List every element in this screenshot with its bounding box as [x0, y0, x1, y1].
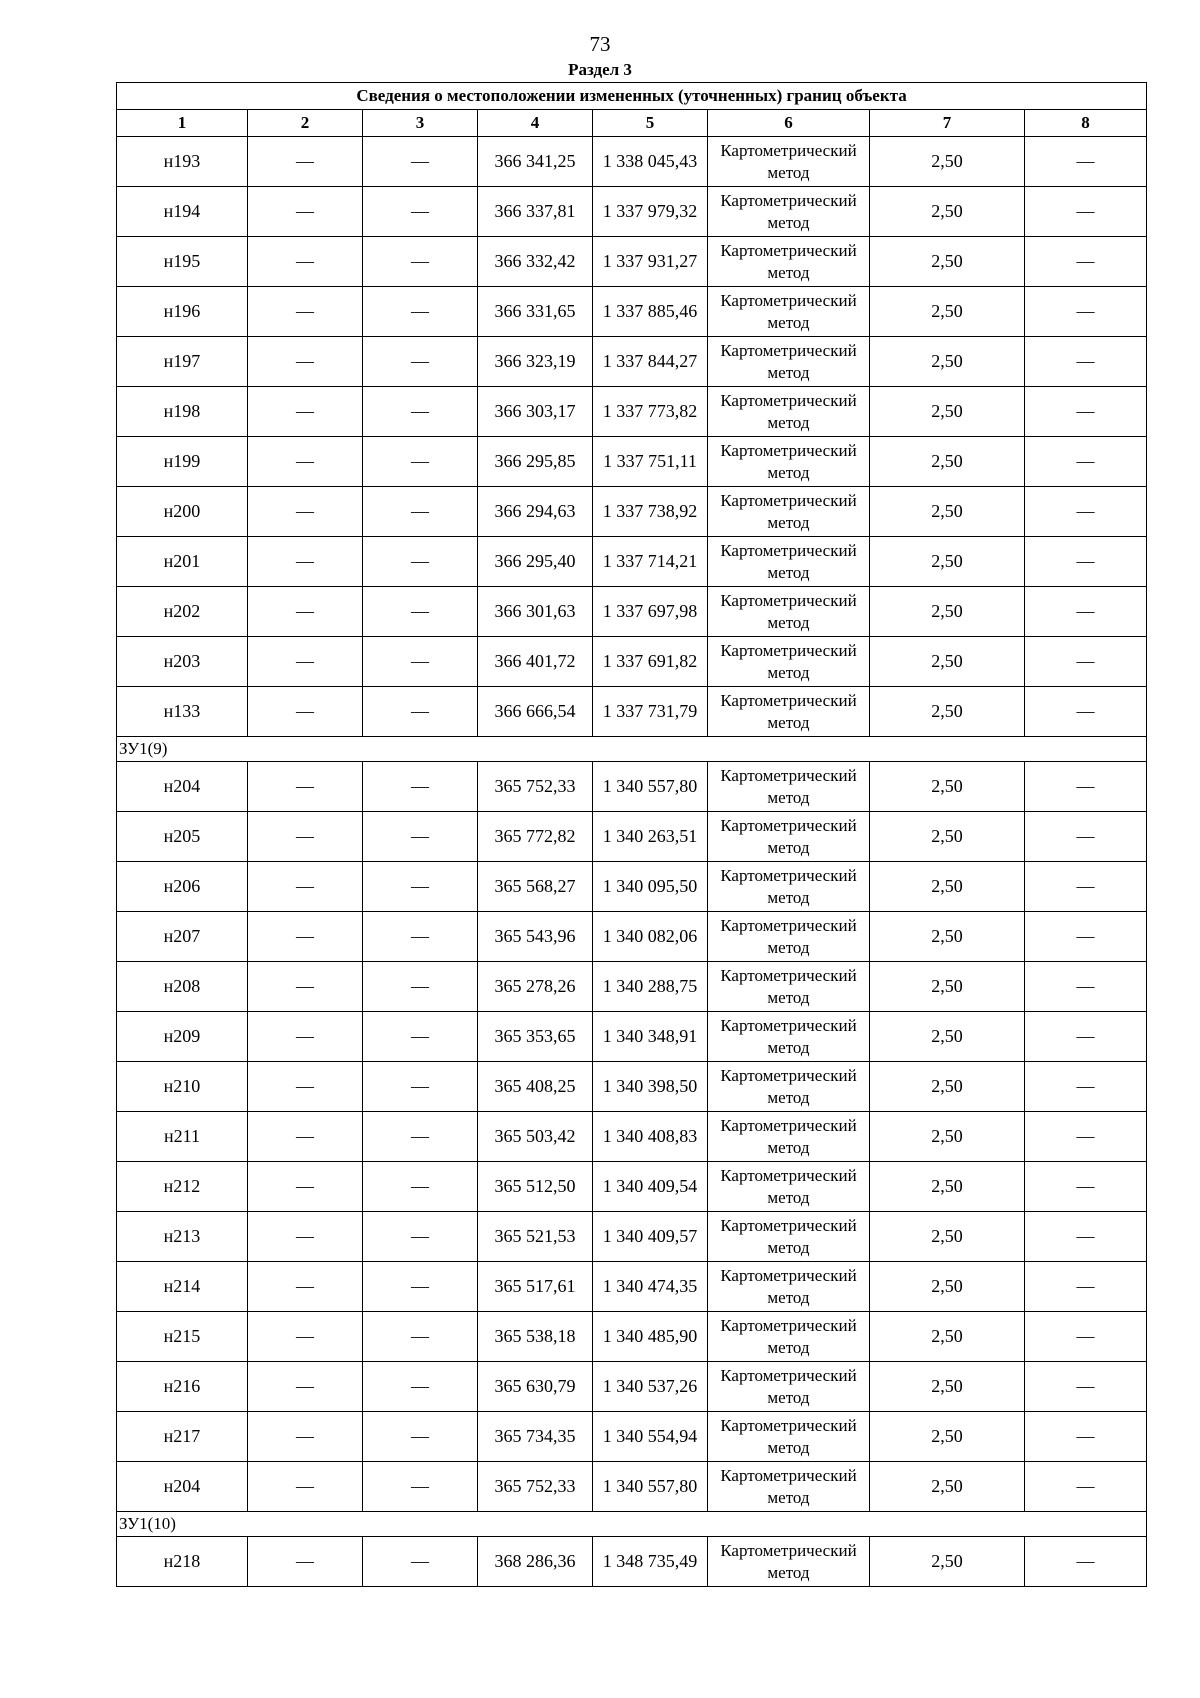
method-cell: Картометрический метод: [708, 137, 870, 187]
point-number-cell: н199: [117, 437, 248, 487]
column-3-cell: —: [363, 237, 478, 287]
y-coordinate-cell: 1 348 735,49: [593, 1537, 708, 1587]
point-number-cell: н213: [117, 1212, 248, 1262]
column-3-cell: —: [363, 487, 478, 537]
column-number-3: 3: [363, 110, 478, 137]
accuracy-cell: 2,50: [870, 487, 1025, 537]
method-cell: Картометрический метод: [708, 187, 870, 237]
accuracy-cell: 2,50: [870, 687, 1025, 737]
column-3-cell: —: [363, 187, 478, 237]
x-coordinate-cell: 365 512,50: [478, 1162, 593, 1212]
accuracy-cell: 2,50: [870, 912, 1025, 962]
column-3-cell: —: [363, 337, 478, 387]
point-number-cell: н206: [117, 862, 248, 912]
column-8-cell: —: [1025, 387, 1147, 437]
x-coordinate-cell: 366 341,25: [478, 137, 593, 187]
method-cell: Картометрический метод: [708, 862, 870, 912]
x-coordinate-cell: 365 538,18: [478, 1312, 593, 1362]
point-number-cell: н133: [117, 687, 248, 737]
column-3-cell: —: [363, 587, 478, 637]
column-3-cell: —: [363, 862, 478, 912]
column-3-cell: —: [363, 1312, 478, 1362]
accuracy-cell: 2,50: [870, 187, 1025, 237]
table-row: [117, 1262, 1147, 1312]
column-2-cell: —: [248, 137, 363, 187]
column-8-cell: —: [1025, 487, 1147, 537]
section-title: Раздел 3: [568, 60, 632, 79]
x-coordinate-cell: 366 332,42: [478, 237, 593, 287]
column-2-cell: —: [248, 1262, 363, 1312]
accuracy-cell: 2,50: [870, 812, 1025, 862]
column-3-cell: —: [363, 912, 478, 962]
column-3-cell: —: [363, 1537, 478, 1587]
accuracy-cell: 2,50: [870, 287, 1025, 337]
accuracy-cell: 2,50: [870, 437, 1025, 487]
column-8-cell: —: [1025, 912, 1147, 962]
point-number-cell: н200: [117, 487, 248, 537]
accuracy-cell: 2,50: [870, 1062, 1025, 1112]
column-number-1: 1: [117, 110, 248, 137]
point-number-cell: н218: [117, 1537, 248, 1587]
column-number-5: 5: [593, 110, 708, 137]
accuracy-cell: 2,50: [870, 537, 1025, 587]
accuracy-cell: 2,50: [870, 1412, 1025, 1462]
column-8-cell: —: [1025, 1012, 1147, 1062]
column-8-cell: —: [1025, 762, 1147, 812]
point-number-cell: н193: [117, 137, 248, 187]
y-coordinate-cell: 1 338 045,43: [593, 137, 708, 187]
column-8-cell: —: [1025, 237, 1147, 287]
y-coordinate-cell: 1 337 931,27: [593, 237, 708, 287]
column-8-cell: —: [1025, 862, 1147, 912]
accuracy-cell: 2,50: [870, 1012, 1025, 1062]
table-row: [117, 637, 1147, 687]
accuracy-cell: 2,50: [870, 337, 1025, 387]
table-row: [117, 1312, 1147, 1362]
y-coordinate-cell: 1 340 554,94: [593, 1412, 708, 1462]
column-2-cell: —: [248, 1362, 363, 1412]
method-cell: Картометрический метод: [708, 587, 870, 637]
y-coordinate-cell: 1 340 348,91: [593, 1012, 708, 1062]
column-2-cell: —: [248, 912, 363, 962]
column-3-cell: —: [363, 637, 478, 687]
table-row: [117, 1162, 1147, 1212]
table-row: [117, 862, 1147, 912]
column-2-cell: —: [248, 1312, 363, 1362]
column-2-cell: —: [248, 1462, 363, 1512]
x-coordinate-cell: 368 286,36: [478, 1537, 593, 1587]
column-number-8: 8: [1025, 110, 1147, 137]
point-number-cell: н217: [117, 1412, 248, 1462]
column-3-cell: —: [363, 1462, 478, 1512]
table-row: [117, 137, 1147, 187]
accuracy-cell: 2,50: [870, 1262, 1025, 1312]
column-8-cell: —: [1025, 337, 1147, 387]
y-coordinate-cell: 1 337 844,27: [593, 337, 708, 387]
accuracy-cell: 2,50: [870, 1462, 1025, 1512]
y-coordinate-cell: 1 337 714,21: [593, 537, 708, 587]
column-8-cell: —: [1025, 962, 1147, 1012]
x-coordinate-cell: 366 323,19: [478, 337, 593, 387]
column-number-2: 2: [248, 110, 363, 137]
method-cell: Картометрический метод: [708, 762, 870, 812]
table-row: [117, 812, 1147, 862]
table-row: [117, 1012, 1147, 1062]
column-2-cell: —: [248, 387, 363, 437]
point-number-cell: н212: [117, 1162, 248, 1212]
column-8-cell: —: [1025, 1212, 1147, 1262]
column-8-cell: —: [1025, 1062, 1147, 1112]
column-3-cell: —: [363, 1162, 478, 1212]
column-3-cell: —: [363, 962, 478, 1012]
accuracy-cell: 2,50: [870, 1212, 1025, 1262]
accuracy-cell: 2,50: [870, 1362, 1025, 1412]
column-3-cell: —: [363, 1412, 478, 1462]
column-2-cell: —: [248, 337, 363, 387]
accuracy-cell: 2,50: [870, 862, 1025, 912]
accuracy-cell: 2,50: [870, 637, 1025, 687]
y-coordinate-cell: 1 340 409,54: [593, 1162, 708, 1212]
column-8-cell: —: [1025, 1312, 1147, 1362]
y-coordinate-cell: 1 340 557,80: [593, 762, 708, 812]
column-3-cell: —: [363, 687, 478, 737]
column-2-cell: —: [248, 1162, 363, 1212]
column-2-cell: —: [248, 1112, 363, 1162]
x-coordinate-cell: 366 331,65: [478, 287, 593, 337]
page-number: 73: [589, 32, 611, 56]
column-3-cell: —: [363, 762, 478, 812]
table-row: [117, 962, 1147, 1012]
column-3-cell: —: [363, 437, 478, 487]
x-coordinate-cell: 365 752,33: [478, 762, 593, 812]
method-cell: Картометрический метод: [708, 337, 870, 387]
x-coordinate-cell: 365 408,25: [478, 1062, 593, 1112]
column-2-cell: —: [248, 537, 363, 587]
column-8-cell: —: [1025, 1262, 1147, 1312]
column-2-cell: —: [248, 1062, 363, 1112]
column-8-cell: —: [1025, 437, 1147, 487]
column-8-cell: —: [1025, 1162, 1147, 1212]
method-cell: Картометрический метод: [708, 1362, 870, 1412]
accuracy-cell: 2,50: [870, 1312, 1025, 1362]
y-coordinate-cell: 1 340 095,50: [593, 862, 708, 912]
point-number-cell: н204: [117, 1462, 248, 1512]
column-8-cell: —: [1025, 812, 1147, 862]
method-cell: Картометрический метод: [708, 1262, 870, 1312]
x-coordinate-cell: 366 401,72: [478, 637, 593, 687]
method-cell: Картометрический метод: [708, 637, 870, 687]
column-3-cell: —: [363, 287, 478, 337]
accuracy-cell: 2,50: [870, 1112, 1025, 1162]
x-coordinate-cell: 366 294,63: [478, 487, 593, 537]
column-2-cell: —: [248, 637, 363, 687]
method-cell: Картометрический метод: [708, 912, 870, 962]
column-8-cell: —: [1025, 1412, 1147, 1462]
table-row: [117, 337, 1147, 387]
accuracy-cell: 2,50: [870, 762, 1025, 812]
table-row: [117, 1212, 1147, 1262]
method-cell: Картометрический метод: [708, 1212, 870, 1262]
point-number-cell: н216: [117, 1362, 248, 1412]
point-number-cell: н205: [117, 812, 248, 862]
method-cell: Картометрический метод: [708, 1537, 870, 1587]
y-coordinate-cell: 1 337 979,32: [593, 187, 708, 237]
point-number-cell: н215: [117, 1312, 248, 1362]
x-coordinate-cell: 366 666,54: [478, 687, 593, 737]
point-number-cell: н210: [117, 1062, 248, 1112]
column-2-cell: —: [248, 687, 363, 737]
table-row: [117, 587, 1147, 637]
column-3-cell: —: [363, 1012, 478, 1062]
y-coordinate-cell: 1 337 751,11: [593, 437, 708, 487]
land-plot-group-label: ЗУ1(10): [117, 1512, 1147, 1537]
column-8-cell: —: [1025, 637, 1147, 687]
y-coordinate-cell: 1 337 738,92: [593, 487, 708, 537]
table-row: [117, 687, 1147, 737]
y-coordinate-cell: 1 340 263,51: [593, 812, 708, 862]
column-3-cell: —: [363, 387, 478, 437]
land-plot-group-label: ЗУ1(9): [117, 737, 1147, 762]
table-row: [117, 1112, 1147, 1162]
column-2-cell: —: [248, 287, 363, 337]
table-row: [117, 762, 1147, 812]
column-number-7: 7: [870, 110, 1025, 137]
x-coordinate-cell: 366 295,85: [478, 437, 593, 487]
x-coordinate-cell: 365 353,65: [478, 1012, 593, 1062]
x-coordinate-cell: 365 752,33: [478, 1462, 593, 1512]
table-row: [117, 437, 1147, 487]
table-body: [117, 137, 1147, 1587]
method-cell: Картометрический метод: [708, 537, 870, 587]
y-coordinate-cell: 1 340 408,83: [593, 1112, 708, 1162]
method-cell: Картометрический метод: [708, 1062, 870, 1112]
x-coordinate-cell: 366 301,63: [478, 587, 593, 637]
column-8-cell: —: [1025, 1462, 1147, 1512]
column-2-cell: —: [248, 437, 363, 487]
accuracy-cell: 2,50: [870, 387, 1025, 437]
y-coordinate-cell: 1 337 691,82: [593, 637, 708, 687]
x-coordinate-cell: 366 295,40: [478, 537, 593, 587]
accuracy-cell: 2,50: [870, 587, 1025, 637]
y-coordinate-cell: 1 340 082,06: [593, 912, 708, 962]
x-coordinate-cell: 365 517,61: [478, 1262, 593, 1312]
land-plot-group-row: [117, 1512, 1147, 1537]
column-number-6: 6: [708, 110, 870, 137]
y-coordinate-cell: 1 337 697,98: [593, 587, 708, 637]
method-cell: Картометрический метод: [708, 1012, 870, 1062]
y-coordinate-cell: 1 337 773,82: [593, 387, 708, 437]
accuracy-cell: 2,50: [870, 137, 1025, 187]
column-3-cell: —: [363, 1062, 478, 1112]
column-number-row: [117, 110, 1147, 137]
column-2-cell: —: [248, 1012, 363, 1062]
y-coordinate-cell: 1 340 398,50: [593, 1062, 708, 1112]
y-coordinate-cell: 1 340 288,75: [593, 962, 708, 1012]
point-number-cell: н209: [117, 1012, 248, 1062]
column-8-cell: —: [1025, 187, 1147, 237]
accuracy-cell: 2,50: [870, 1537, 1025, 1587]
column-2-cell: —: [248, 587, 363, 637]
accuracy-cell: 2,50: [870, 237, 1025, 287]
y-coordinate-cell: 1 340 485,90: [593, 1312, 708, 1362]
point-number-cell: н197: [117, 337, 248, 387]
x-coordinate-cell: 365 568,27: [478, 862, 593, 912]
table-caption: Сведения о местоположении измененных (уточненных) границ объекта: [117, 83, 1147, 110]
table-row: [117, 1362, 1147, 1412]
column-8-cell: —: [1025, 287, 1147, 337]
table-row: [117, 287, 1147, 337]
method-cell: Картометрический метод: [708, 487, 870, 537]
column-2-cell: —: [248, 187, 363, 237]
column-2-cell: —: [248, 1412, 363, 1462]
y-coordinate-cell: 1 340 474,35: [593, 1262, 708, 1312]
y-coordinate-cell: 1 340 409,57: [593, 1212, 708, 1262]
column-8-cell: —: [1025, 687, 1147, 737]
column-2-cell: —: [248, 762, 363, 812]
column-3-cell: —: [363, 1212, 478, 1262]
method-cell: Картометрический метод: [708, 812, 870, 862]
method-cell: Картометрический метод: [708, 687, 870, 737]
table-row: [117, 1537, 1147, 1587]
point-number-cell: н204: [117, 762, 248, 812]
point-number-cell: н195: [117, 237, 248, 287]
x-coordinate-cell: 365 278,26: [478, 962, 593, 1012]
method-cell: Картометрический метод: [708, 387, 870, 437]
point-number-cell: н214: [117, 1262, 248, 1312]
column-2-cell: —: [248, 1212, 363, 1262]
table-row: [117, 387, 1147, 437]
column-number-4: 4: [478, 110, 593, 137]
point-number-cell: н202: [117, 587, 248, 637]
column-3-cell: —: [363, 1112, 478, 1162]
table-row: [117, 187, 1147, 237]
column-3-cell: —: [363, 537, 478, 587]
method-cell: Картометрический метод: [708, 1412, 870, 1462]
column-8-cell: —: [1025, 137, 1147, 187]
table-row: [117, 537, 1147, 587]
table-row: [117, 237, 1147, 287]
method-cell: Картометрический метод: [708, 1312, 870, 1362]
x-coordinate-cell: 365 772,82: [478, 812, 593, 862]
y-coordinate-cell: 1 337 885,46: [593, 287, 708, 337]
point-number-cell: н203: [117, 637, 248, 687]
method-cell: Картометрический метод: [708, 1112, 870, 1162]
y-coordinate-cell: 1 340 537,26: [593, 1362, 708, 1412]
column-2-cell: —: [248, 487, 363, 537]
x-coordinate-cell: 365 503,42: [478, 1112, 593, 1162]
land-plot-group-row: [117, 737, 1147, 762]
x-coordinate-cell: 365 543,96: [478, 912, 593, 962]
point-number-cell: н196: [117, 287, 248, 337]
y-coordinate-cell: 1 340 557,80: [593, 1462, 708, 1512]
column-3-cell: —: [363, 1362, 478, 1412]
point-number-cell: н211: [117, 1112, 248, 1162]
column-8-cell: —: [1025, 1362, 1147, 1412]
column-2-cell: —: [248, 1537, 363, 1587]
column-3-cell: —: [363, 137, 478, 187]
accuracy-cell: 2,50: [870, 962, 1025, 1012]
column-2-cell: —: [248, 862, 363, 912]
table-row: [117, 487, 1147, 537]
column-3-cell: —: [363, 812, 478, 862]
column-2-cell: —: [248, 237, 363, 287]
table-row: [117, 1412, 1147, 1462]
y-coordinate-cell: 1 337 731,79: [593, 687, 708, 737]
point-number-cell: н207: [117, 912, 248, 962]
method-cell: Картометрический метод: [708, 962, 870, 1012]
method-cell: Картометрический метод: [708, 237, 870, 287]
method-cell: Картометрический метод: [708, 437, 870, 487]
x-coordinate-cell: 366 303,17: [478, 387, 593, 437]
column-8-cell: —: [1025, 537, 1147, 587]
x-coordinate-cell: 365 630,79: [478, 1362, 593, 1412]
column-2-cell: —: [248, 812, 363, 862]
method-cell: Картометрический метод: [708, 1462, 870, 1512]
table-row: [117, 1462, 1147, 1512]
column-3-cell: —: [363, 1262, 478, 1312]
x-coordinate-cell: 365 521,53: [478, 1212, 593, 1262]
table-row: [117, 1062, 1147, 1112]
column-8-cell: —: [1025, 1112, 1147, 1162]
point-number-cell: н208: [117, 962, 248, 1012]
boundary-points-table: [116, 82, 1147, 1587]
method-cell: Картометрический метод: [708, 1162, 870, 1212]
point-number-cell: н194: [117, 187, 248, 237]
point-number-cell: н198: [117, 387, 248, 437]
accuracy-cell: 2,50: [870, 1162, 1025, 1212]
column-8-cell: —: [1025, 587, 1147, 637]
table-row: [117, 912, 1147, 962]
column-2-cell: —: [248, 962, 363, 1012]
method-cell: Картометрический метод: [708, 287, 870, 337]
x-coordinate-cell: 365 734,35: [478, 1412, 593, 1462]
column-8-cell: —: [1025, 1537, 1147, 1587]
point-number-cell: н201: [117, 537, 248, 587]
x-coordinate-cell: 366 337,81: [478, 187, 593, 237]
